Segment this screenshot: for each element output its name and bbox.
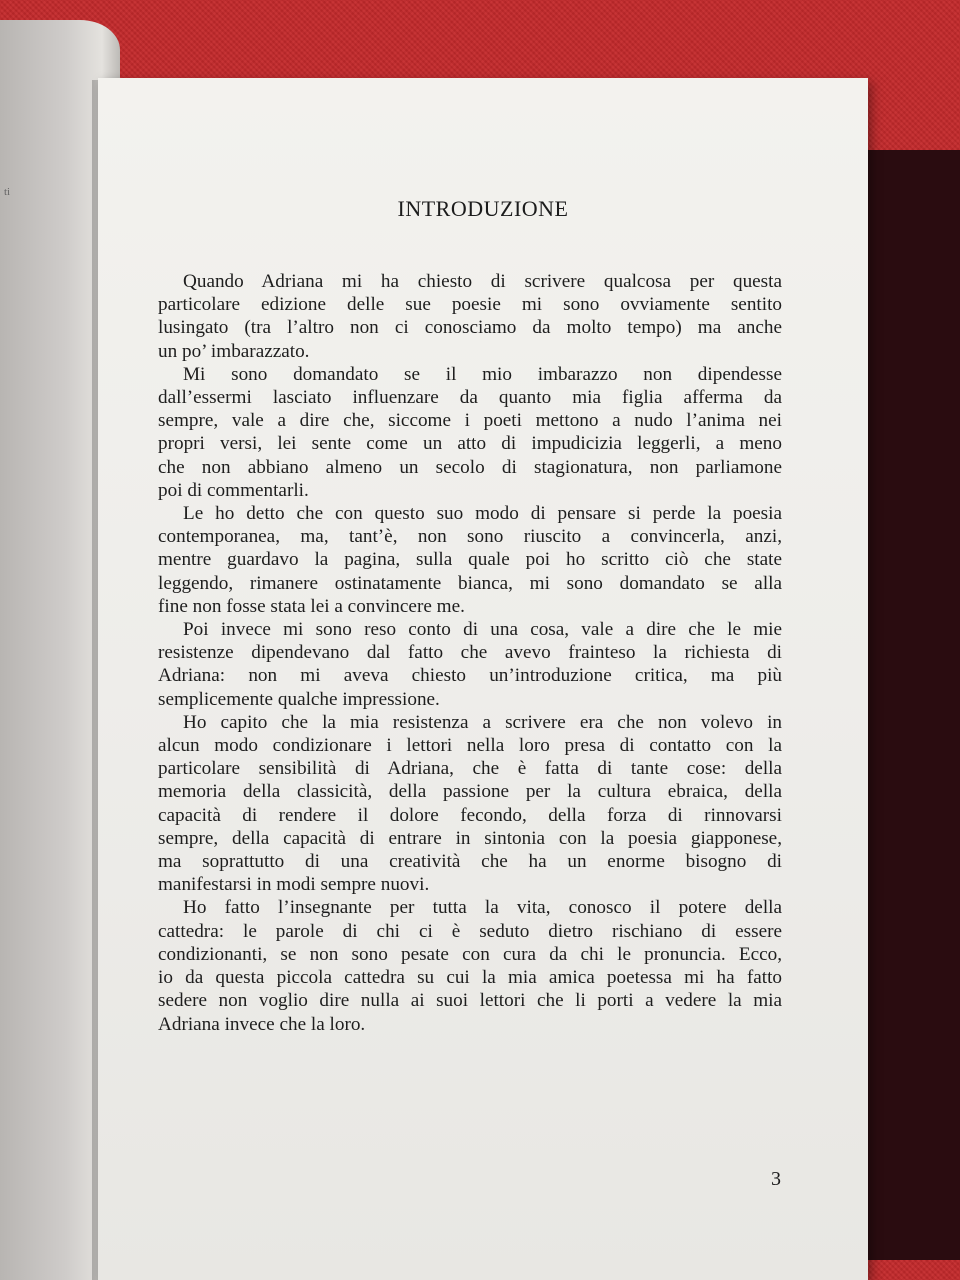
- text-line: capacità di rendere il dolore fecondo, della forza di rinnovarsi: [158, 804, 782, 826]
- text-line: ma soprattutto di una creatività che ha un enorme bisogno di: [158, 851, 782, 873]
- text-line: Mi sono domandato se il mio imbarazzo non dipendesse: [183, 363, 782, 385]
- text-line: condizionanti, se non sono pesate con cura da chi le pronuncia. Ecco,: [158, 943, 782, 965]
- text-line: dall’essermi lasciato influenzare da quanto mia figlia afferma da: [158, 387, 782, 409]
- paragraph: [158, 896, 782, 1035]
- text-line: propri versi, lei sente come un atto di impudicizia leggerli, a meno: [158, 433, 782, 455]
- text-line: poi di commentarli.: [158, 479, 309, 501]
- page-number: 3: [771, 1168, 781, 1190]
- text-line: memoria della classicità, della passione per la cultura ebraica, della: [158, 781, 782, 803]
- paragraph: [158, 363, 782, 502]
- paragraph: [158, 711, 782, 897]
- text-line: cattedra: le parole di chi ci è seduto dietro rischiano di essere: [158, 920, 782, 942]
- text-line: alcun modo condizionare i lettori nella loro presa di contatto con la: [158, 735, 782, 757]
- text-line: Le ho detto che con questo suo modo di pensare si perde la poesia: [183, 503, 782, 525]
- text-line: lusingato (tra l’altro non ci conosciamo da molto tempo) ma anche: [158, 317, 782, 339]
- page-title: INTRODUZIONE: [397, 196, 569, 221]
- left-page-margin-mark: ti: [4, 186, 11, 198]
- text-line: un po’ imbarazzato.: [158, 340, 310, 362]
- text-line: sempre, vale a dire che, siccome i poeti mettono a nudo l’anima nei: [158, 410, 782, 432]
- text-line: resistenze dipendevano dal fatto che avevo frainteso la richiesta di: [158, 642, 782, 664]
- text-line: particolare edizione delle sue poesie mi sono ovviamente sentito: [158, 294, 782, 316]
- text-line: Adriana invece che la loro.: [158, 1013, 366, 1035]
- text-line: mentre guardavo la pagina, sulla quale poi ho scritto ciò che state: [158, 549, 782, 571]
- paragraph: [158, 270, 782, 363]
- text-line: sempre, della capacità di entrare in sintonia con la poesia giapponese,: [158, 827, 782, 849]
- text-line: Ho fatto l’insegnante per tutta la vita, conosco il potere della: [183, 897, 782, 919]
- book-page: [98, 78, 868, 1280]
- paragraph: [158, 502, 782, 618]
- text-line: Adriana: non mi aveva chiesto un’introduzione critica, ma più: [158, 665, 782, 687]
- text-line: contemporanea, ma, tant’è, non sono riuscito a convincerla, anzi,: [158, 526, 782, 548]
- text-line: Quando Adriana mi ha chiesto di scrivere qualcosa per questa: [183, 271, 782, 292]
- text-line: Poi invece mi sono reso conto di una cosa, vale a dire che le mie: [183, 619, 782, 641]
- text-line: Ho capito che la mia resistenza a scrivere era che non volevo in: [183, 711, 782, 733]
- body-text: [158, 270, 782, 1036]
- text-line: che non abbiano almeno un secolo di stagionatura, non parliamone: [158, 456, 782, 478]
- paragraph: [158, 618, 782, 711]
- text-line: leggendo, rimanere ostinatamente bianca, mi sono domandato se alla: [158, 572, 782, 594]
- text-line: manifestarsi in modi sempre nuovi.: [158, 874, 430, 896]
- text-line: sedere non voglio dire nulla ai suoi lettori che li porti a vedere la mia: [158, 990, 782, 1012]
- text-line: fine non fosse stata lei a convincere me.: [158, 595, 465, 617]
- text-line: particolare sensibilità di Adriana, che è fatta di tante cose: della: [158, 758, 782, 780]
- text-line: io da questa piccola cattedra su cui la mia amica poetessa mi ha fatto: [158, 967, 782, 989]
- text-line: semplicemente qualche impressione.: [158, 688, 440, 710]
